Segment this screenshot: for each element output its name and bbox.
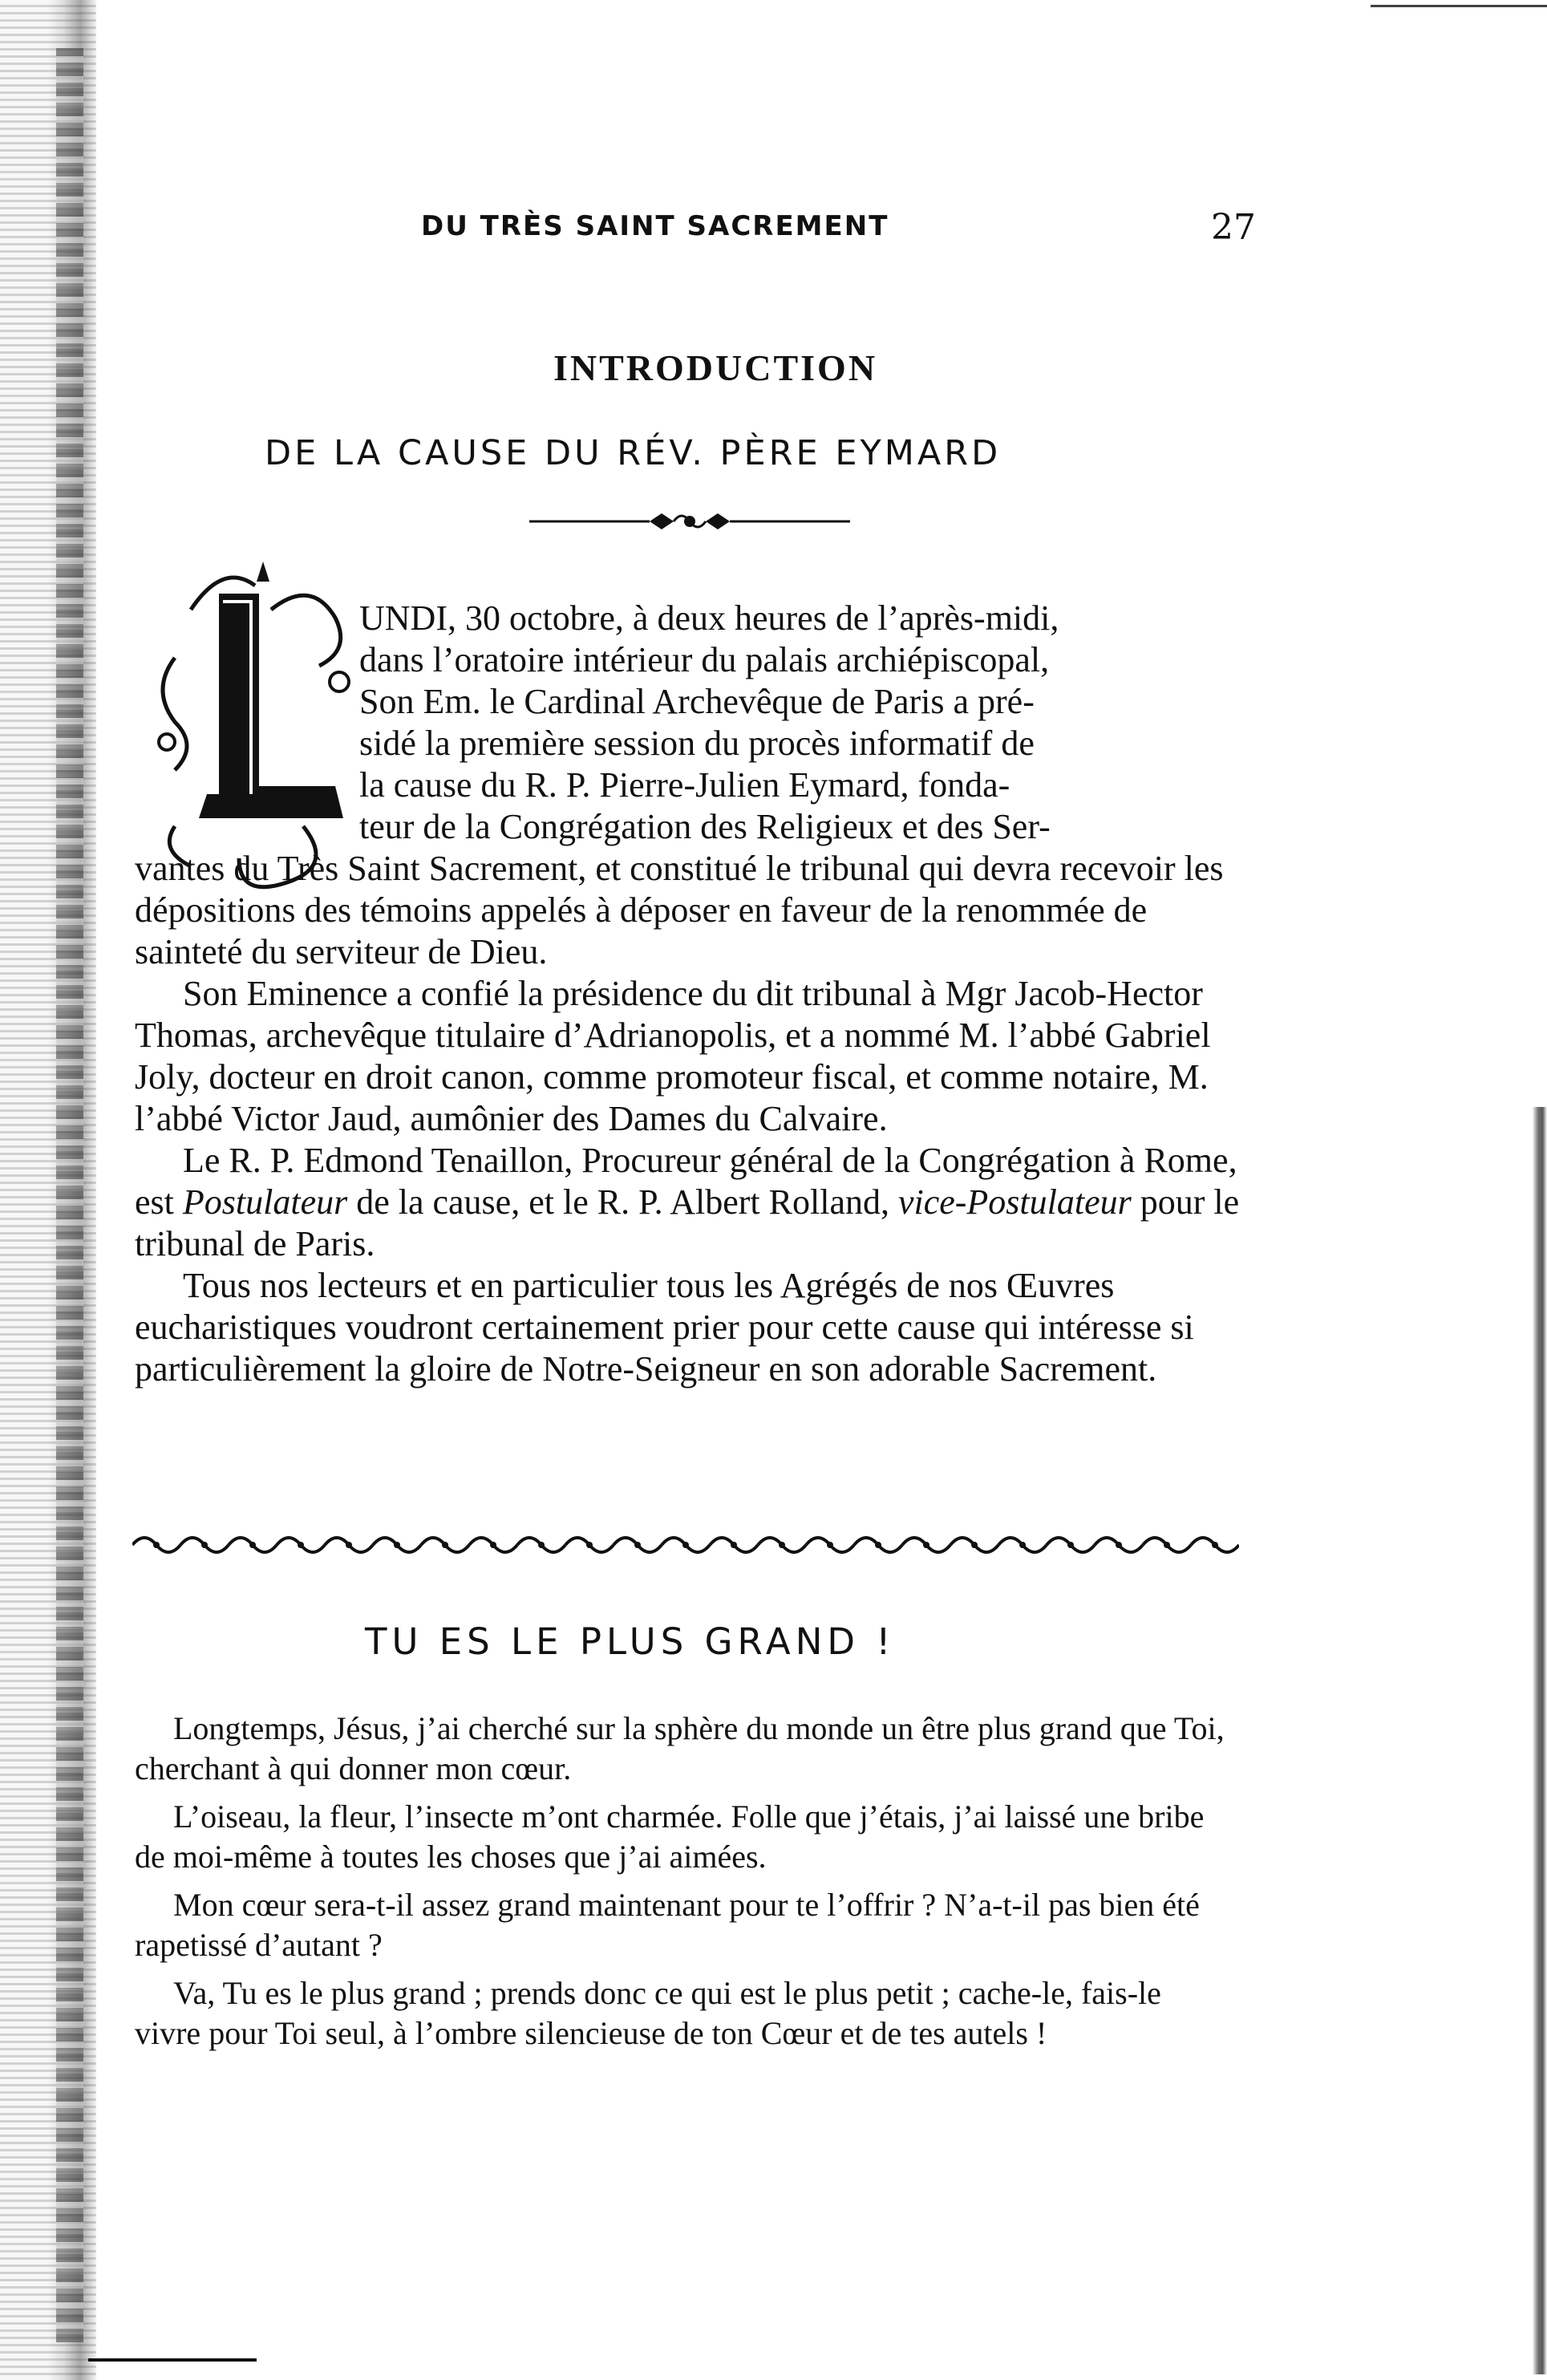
- article-title-line2: DE LA CAUSE DU RÉV. PÈRE EYMARD: [265, 433, 1002, 473]
- running-title: DU TRÈS SAINT SACREMENT: [421, 210, 889, 242]
- article-2-title: TU ES LE PLUS GRAND !: [365, 1620, 896, 1663]
- page-number: 27: [1211, 207, 1256, 248]
- paragraph-3-text: Le R. P. Edmond Tenaillon, Procureur général de la Congrégation à Rome, est: [135, 1141, 1237, 1222]
- paragraph-4: Tous nos lecteurs et en particulier tous les Agrégés de nos Œuvres eucharistiques voudront certainement prier pour cette cause qui intéresse si particulièrement la gloire de Notre-Seigneur en son adorable Sacrement.: [135, 1266, 1194, 1389]
- dropcap-paragraph-lead: [135, 598, 1241, 848]
- paragraph-3-text: pour le tribunal de Paris.: [135, 1182, 1240, 1263]
- lead-line: 30 octobre, à deux heures de l’après-midi,: [464, 598, 1059, 638]
- paragraph-3-text: de la cause, et le R. P. Albert Rolland,: [347, 1182, 898, 1222]
- scan-bottom-rule: [88, 2358, 257, 2362]
- lead-line: sidé la première session du procès informatif de: [359, 724, 1035, 763]
- article-2-paragraph: Mon cœur sera-t-il assez grand maintenant pour te l’offrir ? N’a-t-il pas bien été rapetissé d’autant ?: [135, 1887, 1200, 1963]
- paragraph-3: [135, 1140, 1241, 1265]
- lead-line: dans l’oratoire intérieur du palais archiépiscopal,: [359, 640, 1050, 679]
- article-title-line1: INTRODUCTION: [553, 347, 878, 388]
- article-2-paragraph: Va, Tu es le plus grand ; prends donc ce qui est le plus petit ; cache-le, fais-le vivre pour Toi seul, à l’ombre silencieuse de ton Cœur et de tes autels !: [135, 1975, 1161, 2051]
- article-2-paragraph: L’oiseau, la fleur, l’insecte m’ont charmée. Folle que j’étais, j’ai laissé une bribe de moi-même à toutes les choses que j’ai aimées.: [135, 1798, 1205, 1875]
- vice-postulateur-term: vice-Postulateur: [897, 1182, 1132, 1222]
- postulateur-term: Postulateur: [182, 1182, 348, 1222]
- article-2-body: [135, 1709, 1233, 2062]
- scan-edge-left: [0, 0, 96, 2380]
- paragraph-1-continued: vantes du Très Saint Sacrement, et constitué le tribunal qui devra recevoir les dépositions des témoins appelés à déposer en faveur de la renommée de sainteté du serviteur de Dieu.: [135, 849, 1224, 971]
- decorative-band-icon: [132, 1531, 1239, 1559]
- paragraph-2: Son Eminence a confié la présidence du dit tribunal à Mgr Jacob-Hector Thomas, archevêque titulaire d’Adrianopolis, et a nommé M. l’abbé Gabriel Joly, docteur en droit canon, comme promoteur fiscal, et comme notaire, M. l’abbé Victor Jaud, aumônier des Dames du Calvaire.: [135, 974, 1211, 1138]
- scan-edge-right: [1533, 1107, 1547, 2374]
- article-body: [135, 598, 1241, 1390]
- floral-divider-icon: [529, 505, 850, 537]
- article-2-paragraph: Longtemps, Jésus, j’ai cherché sur la sphère du monde un être plus grand que Toi, cherchant à qui donner mon cœur.: [135, 1710, 1225, 1786]
- scan-top-rule: [1371, 5, 1547, 7]
- opening-word: UNDI,: [359, 598, 456, 638]
- lead-line: Son Em. le Cardinal Archevêque de Paris a pré-: [359, 682, 1035, 721]
- lead-line: la cause du R. P. Pierre-Julien Eymard, fonda-: [359, 765, 1010, 805]
- lead-line: teur de la Congrégation des Religieux et des Ser-: [359, 807, 1051, 846]
